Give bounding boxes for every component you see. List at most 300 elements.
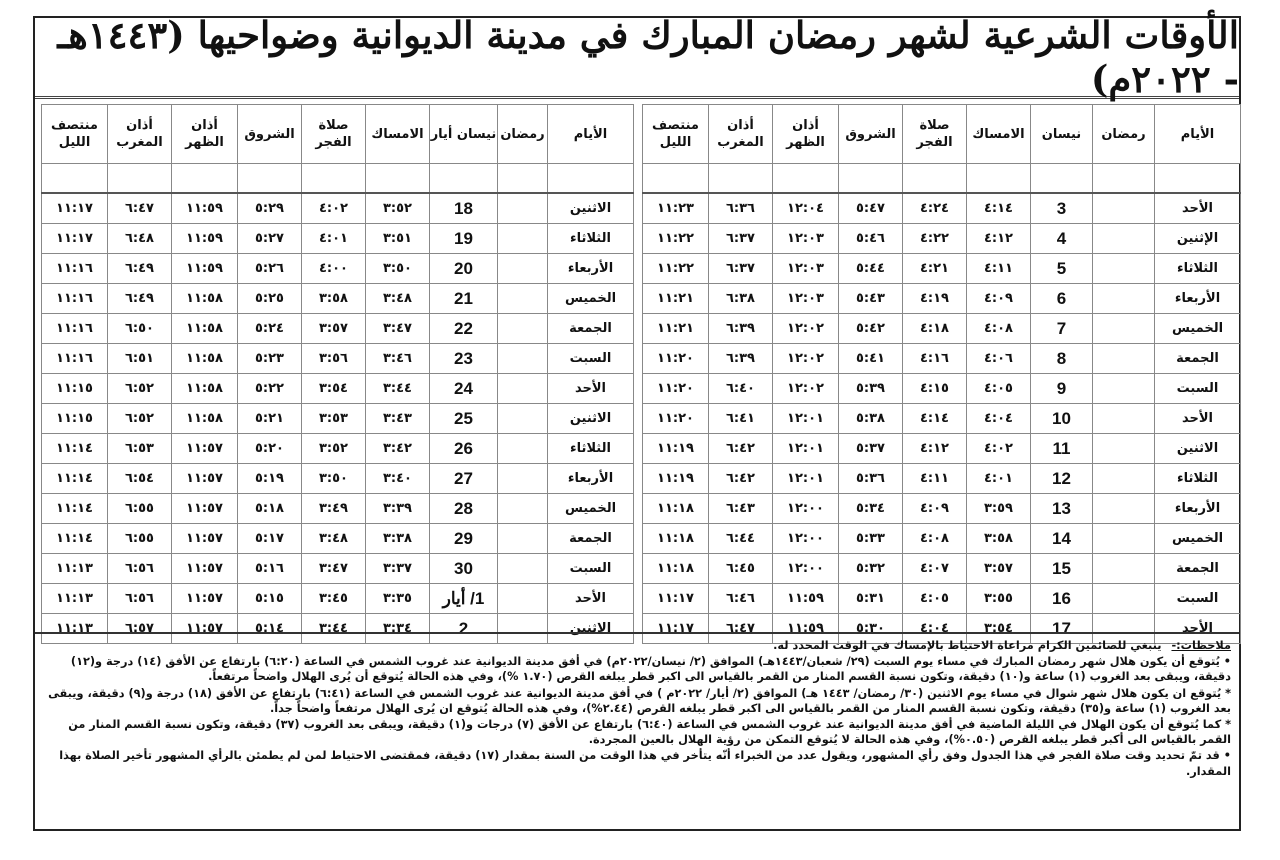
- midnight-time-cell: ١١:١٧: [643, 614, 709, 644]
- dhuhr-time-cell: ١٢:٠٣: [773, 224, 839, 254]
- spacer-cell: [1155, 164, 1241, 194]
- ramadan-cell: [1093, 404, 1155, 434]
- header-month: نيسان أيار: [430, 105, 498, 164]
- day-cell: الأحد: [1155, 404, 1241, 434]
- dhuhr-time-cell: ١١:٥٧: [172, 584, 238, 614]
- fajr-time-cell: ٤:١٥: [903, 374, 967, 404]
- dhuhr-time-cell: ١١:٥٩: [172, 224, 238, 254]
- maghrib-time-cell: ٦:٥٤: [108, 464, 172, 494]
- note-line: * يُتوقع ان يكون هلال شهر شوال في مساء يوم الاثنين (٣٠/ رمضان/ ١٤٤٣ هـ) الموافق (٢/ أيار/ ٢٠٢٢م ) في أفق مدينة الديوانية عند غروب الشمس في الساعة (٦:٤١) بارتفاع عن الأفق (١٨) درجة و(٩) دقيقة، ويبقى بعد الغروب (١) ساعة و(٣٥) دقيقة، وتكون نسبة القسم المنار من القمر بالقياس الى اكبر قطر يبلغه القرص (٢.٤٤%)، وفي هذه الحالة يُتوقع ان يُرى الهلال مرتفعاً واضحاً جداً.: [48, 686, 1231, 715]
- date-number-cell: 7: [1031, 314, 1093, 344]
- maghrib-time-cell: ٦:٥٣: [108, 434, 172, 464]
- header-day: الأيام: [548, 105, 634, 164]
- midnight-time-cell: ١١:١٩: [643, 434, 709, 464]
- fajr-time-cell: ٣:٥٤: [302, 374, 366, 404]
- imsak-time-cell: ٣:٤٧: [366, 314, 430, 344]
- maghrib-time-cell: ٦:٤٢: [709, 464, 773, 494]
- day-cell: الجمعة: [548, 314, 634, 344]
- maghrib-time-cell: ٦:٥٢: [108, 374, 172, 404]
- sunrise-time-cell: ٥:٢٤: [238, 314, 302, 344]
- header-maghrib: أذان المغرب: [709, 105, 773, 164]
- spacer-cell: [903, 164, 967, 194]
- day-cell: الخميس: [1155, 524, 1241, 554]
- day-cell: السبت: [548, 554, 634, 584]
- date-number-cell: 24: [430, 374, 498, 404]
- sunrise-time-cell: ٥:١٨: [238, 494, 302, 524]
- imsak-time-cell: ٣:٤٣: [366, 404, 430, 434]
- fajr-time-cell: ٣:٥٧: [302, 314, 366, 344]
- table-row: [42, 284, 634, 314]
- date-number-cell: 19: [430, 224, 498, 254]
- header-ramadan: رمضان: [498, 105, 548, 164]
- ramadan-cell: [1093, 254, 1155, 284]
- ramadan-cell: [498, 584, 548, 614]
- spacer-cell: [42, 164, 108, 194]
- sunrise-time-cell: ٥:٤٣: [839, 284, 903, 314]
- date-number-cell: 22: [430, 314, 498, 344]
- imsak-time-cell: ٣:٥٩: [967, 494, 1031, 524]
- imsak-time-cell: ٣:٤٠: [366, 464, 430, 494]
- note-line: * كما يُتوقع أن يكون الهلال في الليلة الماضية في أفق مدينة الديوانية عند غروب الشمس في الساعة (٦:٤٠) بارتفاع عن الأفق (٧) درجات و(١) دقيقة، ويبقى بعد الغروب (٣٧) دقيقة، وتكون نسبة القسم المنار من القمر بالقياس الى أكبر قطر يبلغه القرص (٠.٥٠%)، وفي هذه الحالة لا يُتوقع التمكن من رؤية الهلال بالعين المجردة.: [68, 718, 1231, 747]
- fajr-time-cell: ٤:٠٤: [903, 614, 967, 644]
- ramadan-cell: [1093, 193, 1155, 224]
- dhuhr-time-cell: ١١:٥٨: [172, 374, 238, 404]
- midnight-time-cell: ١١:١٦: [42, 254, 108, 284]
- note-line: ينبغي للصائمين الكرام مراعاة الاحتياط بالإمساك في الوقت المحدد له.: [773, 639, 1162, 652]
- table-row: [42, 314, 634, 344]
- spacer-cell: [498, 164, 548, 194]
- midnight-time-cell: ١١:١٧: [42, 193, 108, 224]
- note-line: • قد تمّ تحديد وقت صلاة الفجر في هذا الجدول وفق رأي المشهور، ويقول عدد من الخبراء أنّه يتأخر في هذا الوقت من السنة بمقدار (١٧) دقيقة، فمقتضى الاحتياط لمن لم يطمئن بالرأي المشهور تأخير الصلاة بهذا المقدار.: [59, 749, 1231, 778]
- header-midnight: منتصف الليل: [643, 105, 709, 164]
- day-cell: الأحد: [548, 374, 634, 404]
- imsak-time-cell: ٤:٠٩: [967, 284, 1031, 314]
- ramadan-cell: [498, 524, 548, 554]
- midnight-time-cell: ١١:١٦: [42, 344, 108, 374]
- midnight-time-cell: ١١:٢٠: [643, 374, 709, 404]
- dhuhr-time-cell: ١١:٥٩: [172, 254, 238, 284]
- table-spacer-row: [42, 164, 634, 194]
- notes-heading: ملاحظات:-: [1171, 639, 1231, 652]
- imsak-time-cell: ٣:٥٨: [967, 524, 1031, 554]
- midnight-time-cell: ١١:١٥: [42, 404, 108, 434]
- midnight-time-cell: ١١:٢٠: [643, 404, 709, 434]
- table-row: [643, 224, 1241, 254]
- maghrib-time-cell: ٦:٤١: [709, 404, 773, 434]
- table-body: [42, 164, 634, 644]
- date-number-cell: 3: [1031, 193, 1093, 224]
- ramadan-cell: [1093, 524, 1155, 554]
- table-row: [643, 193, 1241, 224]
- fajr-time-cell: ٤:٢٤: [903, 193, 967, 224]
- ramadan-cell: [1093, 344, 1155, 374]
- imsak-time-cell: ٤:١٤: [967, 193, 1031, 224]
- maghrib-time-cell: ٦:٤٩: [108, 254, 172, 284]
- midnight-time-cell: ١١:١٣: [42, 554, 108, 584]
- header-maghrib: أذان المغرب: [108, 105, 172, 164]
- day-cell: الاثنين: [548, 614, 634, 644]
- imsak-time-cell: ٣:٣٧: [366, 554, 430, 584]
- midnight-time-cell: ١١:١٦: [42, 314, 108, 344]
- maghrib-time-cell: ٦:٤٧: [709, 614, 773, 644]
- fajr-time-cell: ٤:١٦: [903, 344, 967, 374]
- table-row: [42, 224, 634, 254]
- midnight-time-cell: ١١:١٤: [42, 494, 108, 524]
- table-row: [643, 554, 1241, 584]
- fajr-time-cell: ٤:٢٢: [903, 224, 967, 254]
- fajr-time-cell: ٣:٤٩: [302, 494, 366, 524]
- sunrise-time-cell: ٥:٣٤: [839, 494, 903, 524]
- imsak-time-cell: ٣:٥٧: [967, 554, 1031, 584]
- imsak-time-cell: ٣:٤٨: [366, 284, 430, 314]
- imsak-time-cell: ٣:٤٦: [366, 344, 430, 374]
- date-number-cell: 8: [1031, 344, 1093, 374]
- day-cell: الخميس: [548, 284, 634, 314]
- date-number-cell: 12: [1031, 464, 1093, 494]
- fajr-time-cell: ٤:١٢: [903, 434, 967, 464]
- sunrise-time-cell: ٥:٢٩: [238, 193, 302, 224]
- fajr-time-cell: ٤:٠١: [302, 224, 366, 254]
- header-dhuhr: أذان الظهر: [773, 105, 839, 164]
- spacer-cell: [839, 164, 903, 194]
- imsak-time-cell: ٤:٠٨: [967, 314, 1031, 344]
- header-midnight: منتصف الليل: [42, 105, 108, 164]
- date-number-cell: 30: [430, 554, 498, 584]
- ramadan-cell: [1093, 554, 1155, 584]
- ramadan-cell: [498, 254, 548, 284]
- day-cell: الأربعاء: [1155, 494, 1241, 524]
- ramadan-cell: [1093, 224, 1155, 254]
- sunrise-time-cell: ٥:٣٢: [839, 554, 903, 584]
- sunrise-time-cell: ٥:٢٥: [238, 284, 302, 314]
- dhuhr-time-cell: ١٢:٠٣: [773, 284, 839, 314]
- fajr-time-cell: ٤:٢١: [903, 254, 967, 284]
- ramadan-cell: [1093, 434, 1155, 464]
- ramadan-cell: [1093, 584, 1155, 614]
- day-cell: السبت: [1155, 584, 1241, 614]
- day-cell: الاثنين: [548, 404, 634, 434]
- date-number-cell: 20: [430, 254, 498, 284]
- midnight-time-cell: ١١:١٦: [42, 284, 108, 314]
- midnight-time-cell: ١١:١٨: [643, 494, 709, 524]
- table-row: [643, 344, 1241, 374]
- imsak-time-cell: ٣:٥٥: [967, 584, 1031, 614]
- fajr-time-cell: ٣:٥٠: [302, 464, 366, 494]
- day-cell: الأحد: [548, 584, 634, 614]
- table-header-row: [42, 105, 634, 164]
- fajr-time-cell: ٣:٤٨: [302, 524, 366, 554]
- imsak-time-cell: ٣:٣٥: [366, 584, 430, 614]
- table-row: [643, 494, 1241, 524]
- date-number-cell: 2: [430, 614, 498, 644]
- midnight-time-cell: ١١:١٩: [643, 464, 709, 494]
- dhuhr-time-cell: ١١:٥٧: [172, 434, 238, 464]
- maghrib-time-cell: ٦:٣٨: [709, 284, 773, 314]
- dhuhr-time-cell: ١١:٥٨: [172, 404, 238, 434]
- sunrise-time-cell: ٥:٢٣: [238, 344, 302, 374]
- fajr-time-cell: ٤:٠٩: [903, 494, 967, 524]
- header-imsak: الامساك: [967, 105, 1031, 164]
- dhuhr-time-cell: ١١:٥٧: [172, 464, 238, 494]
- ramadan-cell: [1093, 464, 1155, 494]
- day-cell: الثلاثاء: [1155, 464, 1241, 494]
- sunrise-time-cell: ٥:٤٢: [839, 314, 903, 344]
- date-number-cell: 13: [1031, 494, 1093, 524]
- table-row: [643, 584, 1241, 614]
- table-row: [643, 374, 1241, 404]
- maghrib-time-cell: ٦:٣٩: [709, 344, 773, 374]
- table-row: [42, 464, 634, 494]
- imsak-time-cell: ٤:٠٢: [967, 434, 1031, 464]
- dhuhr-time-cell: ١١:٥٧: [172, 614, 238, 644]
- date-number-cell: 28: [430, 494, 498, 524]
- schedule-table-second-half: [41, 104, 634, 644]
- maghrib-time-cell: ٦:٥٢: [108, 404, 172, 434]
- date-number-cell: 27: [430, 464, 498, 494]
- date-number-cell: 10: [1031, 404, 1093, 434]
- sunrise-time-cell: ٥:٤٤: [839, 254, 903, 284]
- sunrise-time-cell: ٥:٢٠: [238, 434, 302, 464]
- spacer-cell: [172, 164, 238, 194]
- dhuhr-time-cell: ١١:٥٨: [172, 314, 238, 344]
- header-fajr: صلاة الفجر: [302, 105, 366, 164]
- fajr-time-cell: ٣:٥٨: [302, 284, 366, 314]
- day-cell: الثلاثاء: [1155, 254, 1241, 284]
- fajr-time-cell: ٤:٠٢: [302, 193, 366, 224]
- fajr-time-cell: ٣:٥٣: [302, 404, 366, 434]
- maghrib-time-cell: ٦:٤٢: [709, 434, 773, 464]
- ramadan-cell: [498, 404, 548, 434]
- header-day: الأيام: [1155, 105, 1241, 164]
- day-cell: الأحد: [1155, 193, 1241, 224]
- spacer-cell: [709, 164, 773, 194]
- day-cell: الاثنين: [548, 193, 634, 224]
- date-number-cell: 5: [1031, 254, 1093, 284]
- sunrise-time-cell: ٥:٢٢: [238, 374, 302, 404]
- midnight-time-cell: ١١:١٥: [42, 374, 108, 404]
- maghrib-time-cell: ٦:٤٣: [709, 494, 773, 524]
- maghrib-time-cell: ٦:٣٧: [709, 224, 773, 254]
- date-number-cell: 23: [430, 344, 498, 374]
- table-row: [42, 374, 634, 404]
- sunrise-time-cell: ٥:٣٦: [839, 464, 903, 494]
- header-imsak: الامساك: [366, 105, 430, 164]
- spacer-cell: [773, 164, 839, 194]
- spacer-cell: [643, 164, 709, 194]
- dhuhr-time-cell: ١٢:٠٠: [773, 524, 839, 554]
- spacer-cell: [366, 164, 430, 194]
- table-body: [643, 164, 1241, 644]
- fajr-time-cell: ٤:٠٠: [302, 254, 366, 284]
- ramadan-cell: [1093, 374, 1155, 404]
- spacer-cell: [108, 164, 172, 194]
- midnight-time-cell: ١١:٢١: [643, 284, 709, 314]
- midnight-time-cell: ١١:١٣: [42, 614, 108, 644]
- maghrib-time-cell: ٦:٤٧: [108, 193, 172, 224]
- ramadan-cell: [1093, 314, 1155, 344]
- dhuhr-time-cell: ١٢:٠٠: [773, 554, 839, 584]
- table-row: [42, 404, 634, 434]
- sunrise-time-cell: ٥:٣٩: [839, 374, 903, 404]
- midnight-time-cell: ١١:١٨: [643, 524, 709, 554]
- fajr-time-cell: ٤:١١: [903, 464, 967, 494]
- imsak-time-cell: ٣:٥١: [366, 224, 430, 254]
- day-cell: الجمعة: [1155, 344, 1241, 374]
- day-cell: الإثنين: [1155, 224, 1241, 254]
- day-cell: الخميس: [548, 494, 634, 524]
- dhuhr-time-cell: ١١:٥٨: [172, 284, 238, 314]
- date-number-cell: 4: [1031, 224, 1093, 254]
- dhuhr-time-cell: ١١:٥٧: [172, 524, 238, 554]
- maghrib-time-cell: ٦:٥٥: [108, 524, 172, 554]
- fajr-time-cell: ٣:٤٤: [302, 614, 366, 644]
- spacer-cell: [302, 164, 366, 194]
- imsak-time-cell: ٣:٤٤: [366, 374, 430, 404]
- day-cell: الخميس: [1155, 314, 1241, 344]
- schedule-sheet: [33, 13, 1241, 831]
- day-cell: الأحد: [1155, 614, 1241, 644]
- sunrise-time-cell: ٥:١٧: [238, 524, 302, 554]
- sunrise-time-cell: ٥:٤٦: [839, 224, 903, 254]
- sunrise-time-cell: ٥:١٥: [238, 584, 302, 614]
- schedule-table-first-half: [642, 104, 1241, 644]
- date-number-cell: 16: [1031, 584, 1093, 614]
- sunrise-time-cell: ٥:٣١: [839, 584, 903, 614]
- dhuhr-time-cell: ١١:٥٨: [172, 344, 238, 374]
- day-cell: الثلاثاء: [548, 434, 634, 464]
- imsak-time-cell: ٣:٣٨: [366, 524, 430, 554]
- imsak-time-cell: ٤:١١: [967, 254, 1031, 284]
- date-number-cell: 26: [430, 434, 498, 464]
- table-row: [42, 344, 634, 374]
- date-number-cell: 9: [1031, 374, 1093, 404]
- header-sunrise: الشروق: [839, 105, 903, 164]
- fajr-time-cell: ٣:٥٢: [302, 434, 366, 464]
- midnight-time-cell: ١١:١٤: [42, 464, 108, 494]
- midnight-time-cell: ١١:١٤: [42, 434, 108, 464]
- dhuhr-time-cell: ١٢:٠٠: [773, 494, 839, 524]
- table-row: [643, 404, 1241, 434]
- fajr-time-cell: ٤:٠٥: [903, 584, 967, 614]
- sunrise-time-cell: ٥:١٩: [238, 464, 302, 494]
- date-number-cell: 11: [1031, 434, 1093, 464]
- date-number-cell: 17: [1031, 614, 1093, 644]
- table-row: [643, 314, 1241, 344]
- ramadan-cell: [498, 193, 548, 224]
- header-sunrise: الشروق: [238, 105, 302, 164]
- table-spacer-row: [643, 164, 1241, 194]
- page-title: الأوقات الشرعية لشهر رمضان المبارك في مدينة الديوانية وضواحيها (١٤٤٣هـ - ٢٠٢٢م): [35, 18, 1239, 99]
- maghrib-time-cell: ٦:٥٠: [108, 314, 172, 344]
- midnight-time-cell: ١١:٢١: [643, 314, 709, 344]
- header-fajr: صلاة الفجر: [903, 105, 967, 164]
- sunrise-time-cell: ٥:٣٠: [839, 614, 903, 644]
- sunrise-time-cell: ٥:٣٧: [839, 434, 903, 464]
- maghrib-time-cell: ٦:٤٩: [108, 284, 172, 314]
- note-line: • يُتوقع أن يكون هلال شهر رمضان المبارك في مساء يوم السبت (٢٩/ شعبان/١٤٤٣هـ) الموافق (٢/ نيسان/٢٠٢٢م) في أفق مدينة الديوانية عند غروب الشمس في الساعة (٦:٢٠) بارتفاع عن الأفق (١٤) درجة و(١٢) دقيقة، ويبقى بعد الغروب (١) ساعة و(١٠) دقيقة، وتكون نسبة القسم المنار من القمر بالقياس الى اكبر قطر يبلغه القرص (١.٧٠ %)، وفي هذه الحالة يُتوقع أن يُرى الهلال واضحاً مرتفعاً.: [70, 655, 1231, 684]
- imsak-time-cell: ٣:٥٤: [967, 614, 1031, 644]
- header-dhuhr: أذان الظهر: [172, 105, 238, 164]
- dhuhr-time-cell: ١١:٥٧: [172, 494, 238, 524]
- table-row: [42, 434, 634, 464]
- fajr-time-cell: ٣:٤٥: [302, 584, 366, 614]
- dhuhr-time-cell: ١١:٥٩: [172, 193, 238, 224]
- dhuhr-time-cell: ١٢:٠٢: [773, 344, 839, 374]
- ramadan-cell: [498, 434, 548, 464]
- fajr-time-cell: ٤:١٤: [903, 404, 967, 434]
- table-row: [42, 254, 634, 284]
- dhuhr-time-cell: ١٢:٠٢: [773, 314, 839, 344]
- spacer-cell: [430, 164, 498, 194]
- sunrise-time-cell: ٥:٢٧: [238, 224, 302, 254]
- ramadan-cell: [1093, 494, 1155, 524]
- dhuhr-time-cell: ١٢:٠٤: [773, 193, 839, 224]
- dhuhr-time-cell: ١٢:٠٣: [773, 254, 839, 284]
- day-cell: الجمعة: [1155, 554, 1241, 584]
- sunrise-time-cell: ٥:٤١: [839, 344, 903, 374]
- sunrise-time-cell: ٥:١٦: [238, 554, 302, 584]
- maghrib-time-cell: ٦:٤٥: [709, 554, 773, 584]
- midnight-time-cell: ١١:١٣: [42, 584, 108, 614]
- dhuhr-time-cell: ١٢:٠١: [773, 464, 839, 494]
- dhuhr-time-cell: ١١:٥٧: [172, 554, 238, 584]
- imsak-time-cell: ٤:٠٦: [967, 344, 1031, 374]
- day-cell: الثلاثاء: [548, 224, 634, 254]
- date-number-cell: 6: [1031, 284, 1093, 314]
- fajr-time-cell: ٤:١٩: [903, 284, 967, 314]
- table-row: [643, 254, 1241, 284]
- imsak-time-cell: ٣:٣٩: [366, 494, 430, 524]
- sunrise-time-cell: ٥:٣٨: [839, 404, 903, 434]
- dhuhr-time-cell: ١١:٥٩: [773, 584, 839, 614]
- imsak-time-cell: ٤:٠٤: [967, 404, 1031, 434]
- table-row: [643, 434, 1241, 464]
- date-number-cell: 15: [1031, 554, 1093, 584]
- maghrib-time-cell: ٦:٣٦: [709, 193, 773, 224]
- imsak-time-cell: ٤:٠٥: [967, 374, 1031, 404]
- imsak-time-cell: ٣:٥٠: [366, 254, 430, 284]
- fajr-time-cell: ٤:١٨: [903, 314, 967, 344]
- day-cell: السبت: [548, 344, 634, 374]
- imsak-time-cell: ٣:٥٢: [366, 193, 430, 224]
- fajr-time-cell: ٤:٠٧: [903, 554, 967, 584]
- sunrise-time-cell: ٥:٣٣: [839, 524, 903, 554]
- sunrise-time-cell: ٥:٤٧: [839, 193, 903, 224]
- dhuhr-time-cell: ١١:٥٩: [773, 614, 839, 644]
- ramadan-cell: [498, 554, 548, 584]
- day-cell: الأربعاء: [548, 254, 634, 284]
- table-header-row: [643, 105, 1241, 164]
- maghrib-time-cell: ٦:٤٦: [709, 584, 773, 614]
- midnight-time-cell: ١١:١٧: [643, 584, 709, 614]
- sunrise-time-cell: ٥:١٤: [238, 614, 302, 644]
- ramadan-cell: [498, 224, 548, 254]
- ramadan-cell: [498, 314, 548, 344]
- imsak-time-cell: ٣:٣٤: [366, 614, 430, 644]
- midnight-time-cell: ١١:١٤: [42, 524, 108, 554]
- spacer-cell: [1031, 164, 1093, 194]
- ramadan-cell: [498, 284, 548, 314]
- ramadan-cell: [1093, 284, 1155, 314]
- table-row: [42, 584, 634, 614]
- maghrib-time-cell: ٦:٥٥: [108, 494, 172, 524]
- day-cell: الأربعاء: [1155, 284, 1241, 314]
- midnight-time-cell: ١١:٢٢: [643, 254, 709, 284]
- date-number-cell: 21: [430, 284, 498, 314]
- table-row: [42, 494, 634, 524]
- imsak-time-cell: ٤:٠١: [967, 464, 1031, 494]
- maghrib-time-cell: ٦:٥٦: [108, 584, 172, 614]
